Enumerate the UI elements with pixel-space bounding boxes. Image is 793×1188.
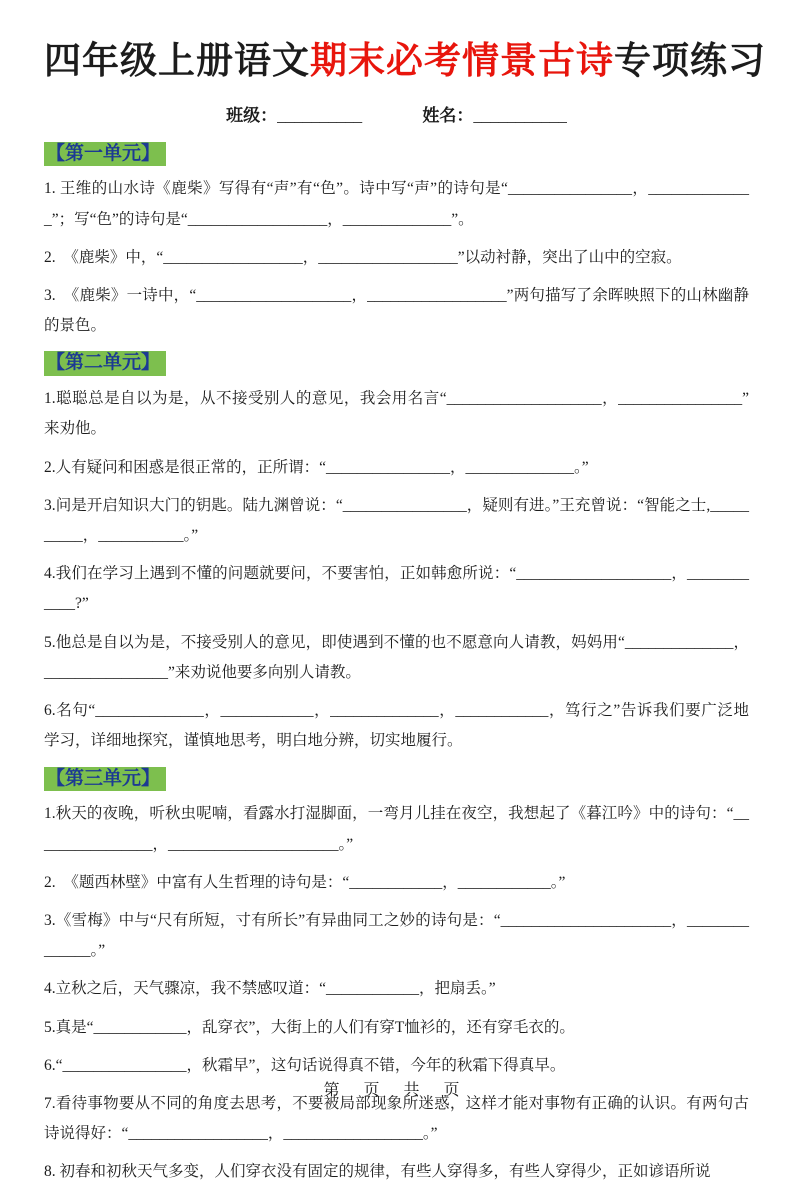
class-blank-line[interactable]: __________: [277, 105, 363, 125]
name-label: 姓名：: [422, 105, 474, 125]
unit2-question-1: 1.聪聪总是自以为是，从不接受别人的意见，我会用名言“____________________，________________”来劝他。: [44, 390, 749, 438]
unit-2-badge: 【第二单元】: [44, 351, 166, 376]
section-unit-3: [44, 767, 749, 1188]
unit3-question-5: 5.真是“____________，乱穿衣”，大街上的人们有穿T恤衫的，还有穿毛衣的。: [44, 1018, 575, 1036]
name-field: [422, 106, 567, 125]
title-part-black-1: 四年级上册语文: [44, 40, 310, 81]
unit3-question-2: 2. 《题西林壁》中富有人生哲理的诗句是：“____________，____________。”: [44, 873, 566, 891]
unit1-question-1: 1. 王维的山水诗《鹿柴》写得有“声”有“色”。诗中写“声”的诗句是“________________，______________”；写“色”的诗句是“__________________，______________”。: [44, 180, 749, 228]
unit-3-badge: 【第三单元】: [44, 767, 166, 792]
page-title: [44, 40, 766, 83]
section-heading-unit-1: [44, 142, 749, 167]
section-unit-2: [44, 351, 749, 756]
name-blank-line[interactable]: ___________: [473, 105, 567, 125]
unit2-question-5: 5.他总是自以为是，不接受别人的意见，即使遇到不懂的也不愿意向人请教，妈妈用“______________，________________”来劝说他要多向别人请教。: [44, 633, 749, 681]
class-field: [226, 106, 362, 125]
unit3-question-8: 8. 初春和初秋天气多变，人们穿衣没有固定的规律，有些人穿得多，有些人穿得少，正如谚语所说: [44, 1163, 711, 1181]
unit2-question-3: 3.问是开启知识大门的钥匙。陆九渊曾说：“________________，疑则有进。”王充曾说：“智能之士,__________，___________。”: [44, 496, 749, 545]
unit-1-badge: 【第一单元】: [44, 142, 166, 167]
unit1-question-2: 2. 《鹿柴》中，“__________________，__________________”以动衬静，突出了山中的空寂。: [44, 248, 682, 266]
section-unit-1: [44, 142, 749, 342]
page-number-footer: 第 页 共 页: [323, 1082, 470, 1099]
unit3-question-4: 4.立秋之后，天气骤凉，我不禁感叹道：“____________，把扇丢。”: [44, 980, 496, 998]
title-part-black-2: 专项练习: [614, 40, 766, 81]
student-info-row: [44, 101, 749, 126]
unit1-question-3: 3. 《鹿柴》一诗中，“____________________，__________________”两句描写了余晖映照下的山林幽静的景色。: [44, 286, 749, 335]
unit3-question-6: 6.“________________，秋霜早”，这句话说得真不错，今年的秋霜下得真早。: [44, 1056, 566, 1074]
title-part-red: 期末必考情景古诗: [310, 40, 614, 81]
section-heading-unit-2: [44, 351, 749, 376]
unit3-question-1: 1.秋天的夜晚，听秋虫呢喃，看露水打湿脚面，一弯月儿挂在夜空，我想起了《暮江吟》中的诗句：“________________，______________________。”: [44, 805, 749, 853]
class-label: 班级：: [226, 105, 278, 125]
unit2-question-6: 6.名句“______________，____________，______________，____________，笃行之”告诉我们要广泛地学习，详细地探究，谨慎地思考，明白地分辨，切实地履行。: [44, 702, 749, 750]
unit2-question-2: 2.人有疑问和困惑是很正常的，正所谓：“________________，______________。”: [44, 458, 589, 476]
unit3-question-3: 3.《雪梅》中与“尺有所短，寸有所长”有异曲同工之妙的诗句是：“______________________，______________。”: [44, 911, 749, 960]
section-heading-unit-3: [44, 767, 749, 792]
unit3-question-7: 7.看待事物要从不同的角度去思考，不要被局部现象所迷惑，这样才能对事物有正确的认识。有两句古诗说得好：“__________________，__________________。”: [44, 1095, 749, 1143]
unit2-question-4: 4.我们在学习上遇到不懂的问题就要问，不要害怕，正如韩愈所说：“____________________，____________?”: [44, 565, 749, 613]
